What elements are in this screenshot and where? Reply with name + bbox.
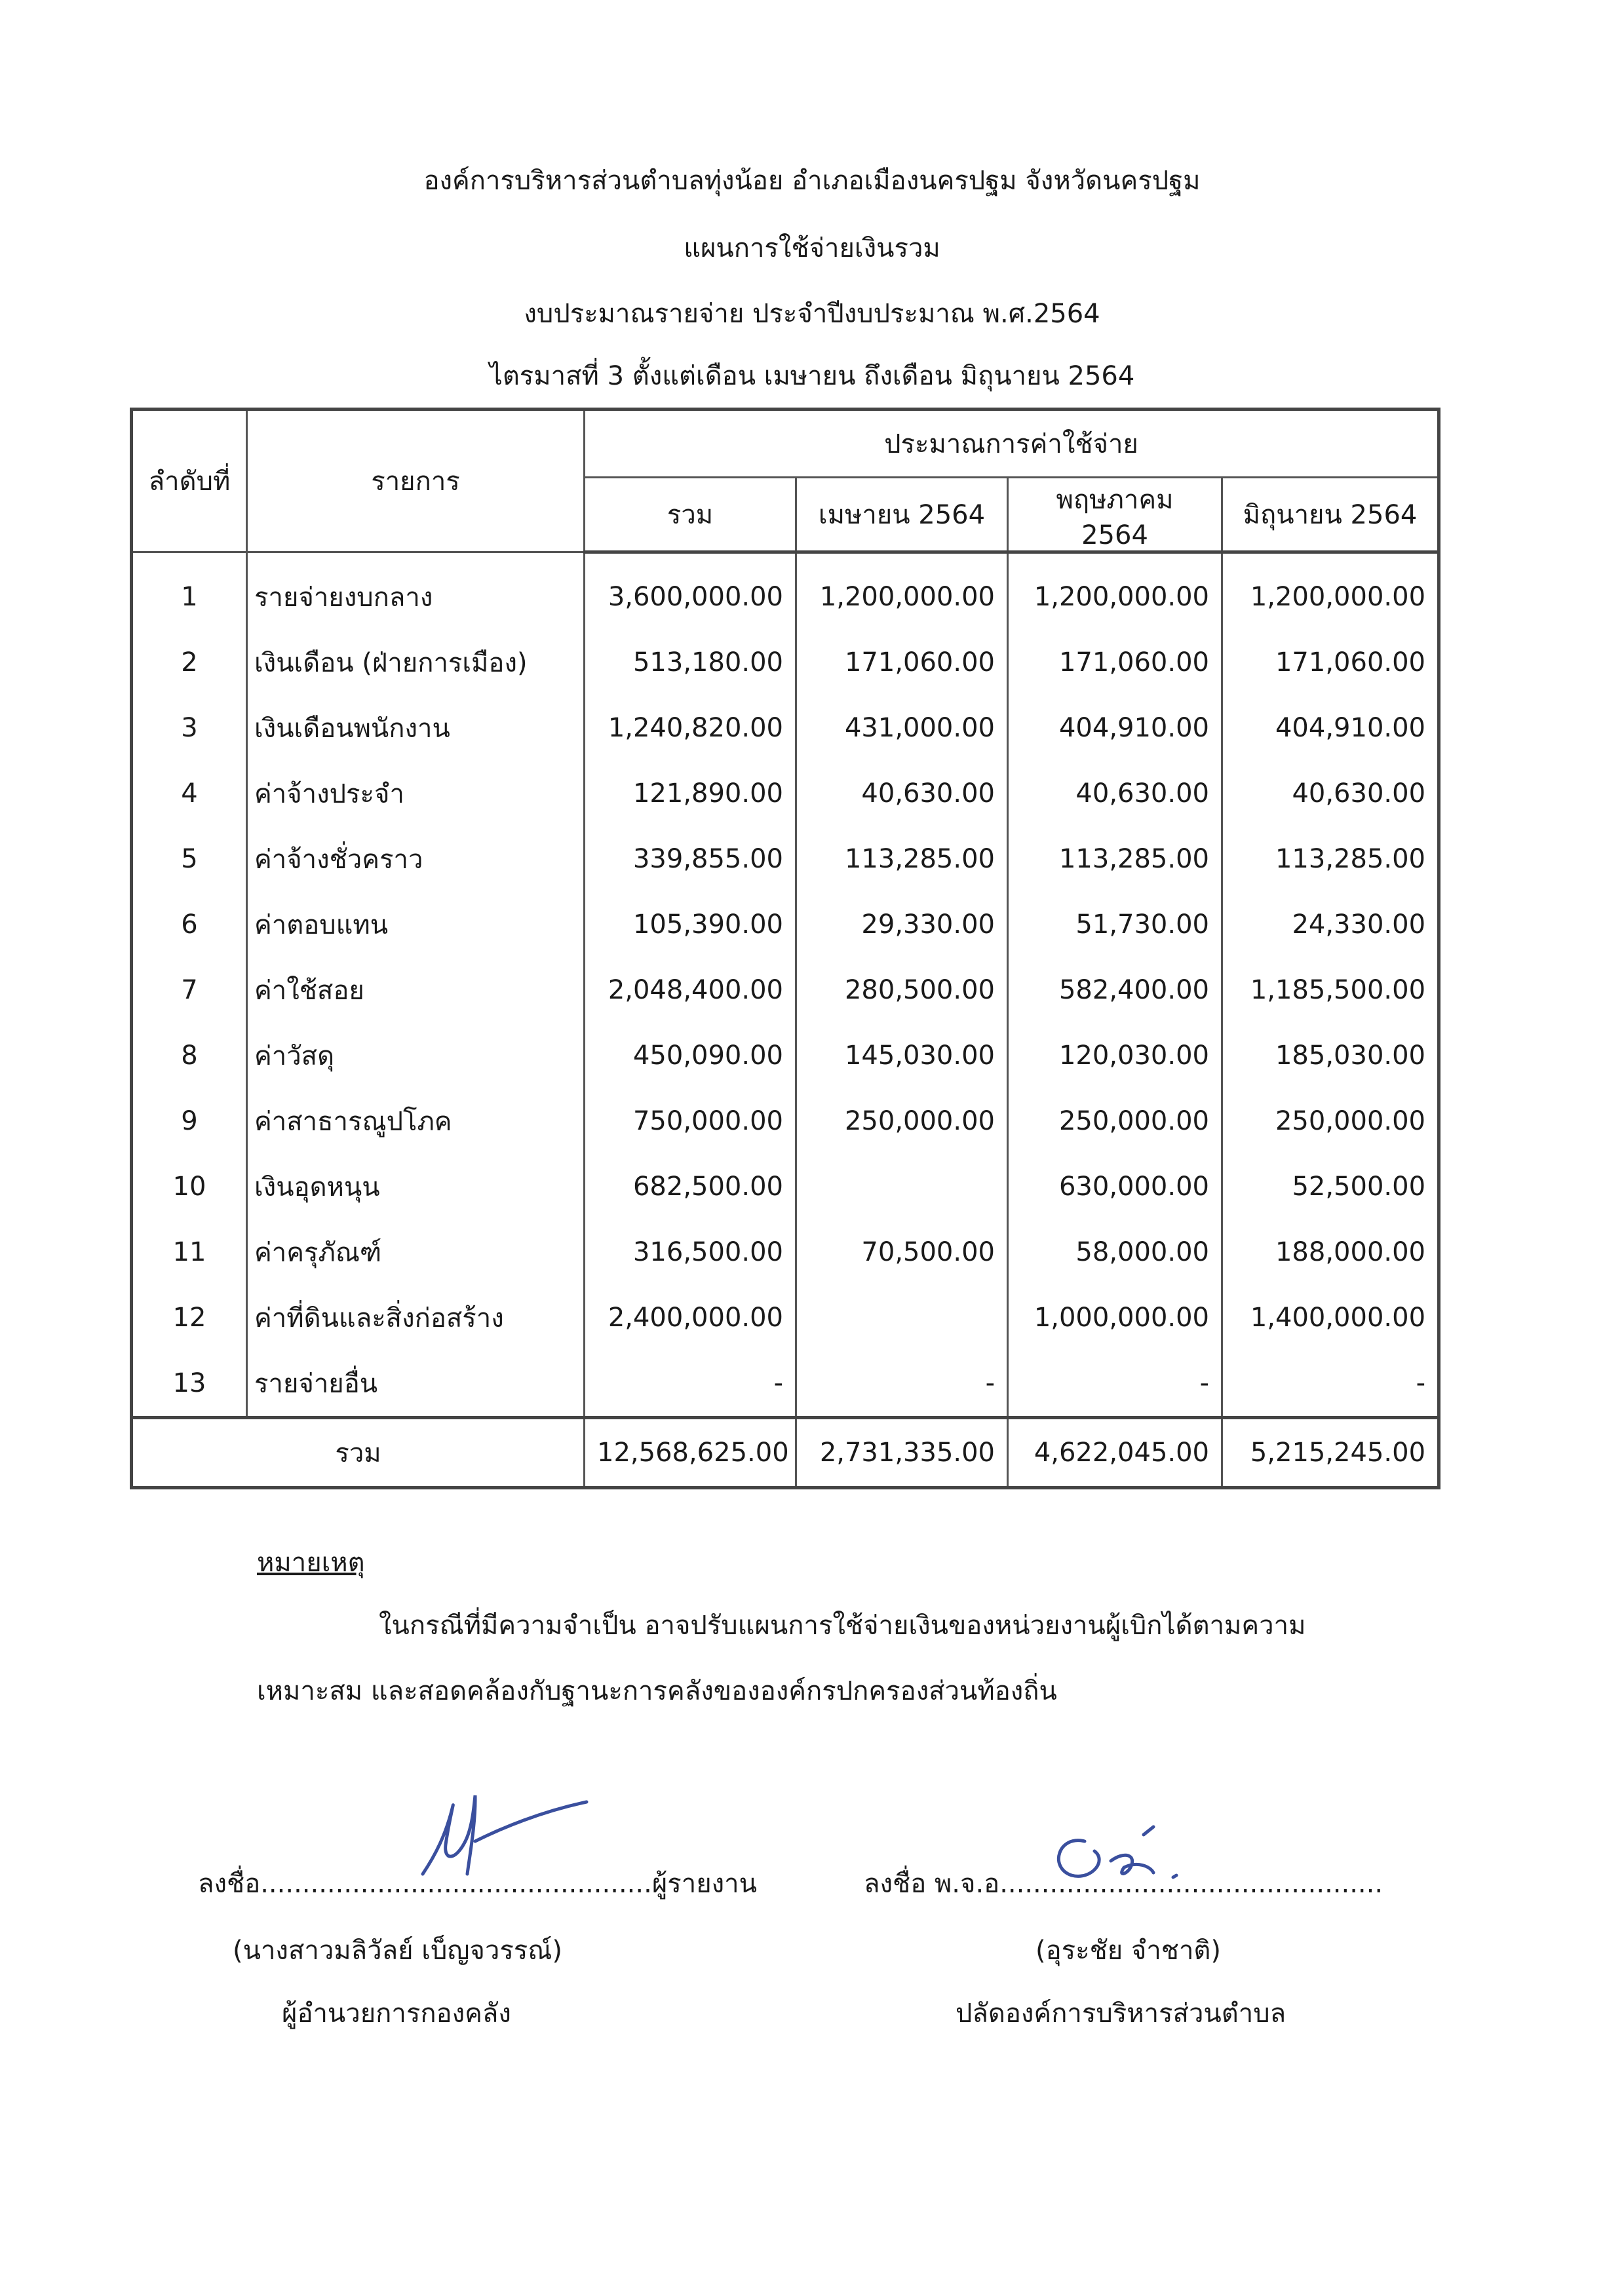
left-signer-name: (นางสาวมลิวัลย์ เบ็ญจวรรณ์) — [233, 1936, 563, 1966]
col-header-total: รวม — [585, 478, 796, 552]
table-row — [132, 630, 1439, 695]
row-may: 120,030.00 — [1008, 1023, 1222, 1088]
row-may: 58,000.00 — [1008, 1219, 1222, 1285]
row-item: ค่าครุภัณฑ์ — [247, 1219, 585, 1285]
row-may: 51,730.00 — [1008, 892, 1222, 957]
row-no: 6 — [132, 892, 247, 957]
table-row — [132, 957, 1439, 1023]
row-no: 11 — [132, 1219, 247, 1285]
row-may: 404,910.00 — [1008, 695, 1222, 761]
table-row — [132, 1154, 1439, 1219]
row-jun: 40,630.00 — [1222, 761, 1439, 826]
row-jun: 24,330.00 — [1222, 892, 1439, 957]
table-row — [132, 1023, 1439, 1088]
row-item: ค่าใช้สอย — [247, 957, 585, 1023]
row-item: ค่าตอบแทน — [247, 892, 585, 957]
row-item: เงินเดือน (ฝ่ายการเมือง) — [247, 630, 585, 695]
row-jun: 113,285.00 — [1222, 826, 1439, 892]
row-total: 3,600,000.00 — [585, 552, 796, 630]
row-apr: 145,030.00 — [796, 1023, 1008, 1088]
row-item: ค่าที่ดินและสิ่งก่อสร้าง — [247, 1285, 585, 1350]
left-signer-title: ผู้อำนวยการกองคลัง — [282, 1999, 511, 2029]
row-may: 630,000.00 — [1008, 1154, 1222, 1219]
row-may: 1,000,000.00 — [1008, 1285, 1222, 1350]
sum-total: 12,568,625.00 — [585, 1418, 796, 1488]
table-row — [132, 552, 1439, 630]
row-apr: 40,630.00 — [796, 761, 1008, 826]
row-may: 113,285.00 — [1008, 826, 1222, 892]
row-jun: 1,200,000.00 — [1222, 552, 1439, 630]
row-no: 4 — [132, 761, 247, 826]
header-title: แผนการใช้จ่ายเงินรวม — [684, 233, 940, 263]
row-may: 1,200,000.00 — [1008, 552, 1222, 630]
row-apr: 250,000.00 — [796, 1088, 1008, 1154]
row-total: 2,048,400.00 — [585, 957, 796, 1023]
note-heading: หมายเหตุ — [257, 1548, 365, 1578]
header-org: องค์การบริหารส่วนตำบลทุ่งน้อย อำเภอเมืองนครปฐม จังหวัดนครปฐม — [423, 166, 1201, 196]
row-may: 171,060.00 — [1008, 630, 1222, 695]
col-header-no: ลำดับที่ — [132, 410, 247, 552]
row-apr: - — [796, 1350, 1008, 1418]
row-may: 40,630.00 — [1008, 761, 1222, 826]
header-quarter: ไตรมาสที่ 3 ตั้งแต่เดือน เมษายน ถึงเดือน มิถุนายน 2564 — [489, 361, 1135, 391]
table-row — [132, 826, 1439, 892]
row-may: 582,400.00 — [1008, 957, 1222, 1023]
row-total: 2,400,000.00 — [585, 1285, 796, 1350]
row-jun: - — [1222, 1350, 1439, 1418]
row-total: 316,500.00 — [585, 1219, 796, 1285]
total-label: รวม — [132, 1418, 585, 1488]
table-row — [132, 892, 1439, 957]
row-no: 1 — [132, 552, 247, 630]
row-total: 682,500.00 — [585, 1154, 796, 1219]
row-jun: 404,910.00 — [1222, 695, 1439, 761]
row-no: 7 — [132, 957, 247, 1023]
right-signature-line: ลงชื่อ พ.จ.อ.............................................. — [864, 1869, 1383, 1899]
row-jun: 1,185,500.00 — [1222, 957, 1439, 1023]
row-total: 450,090.00 — [585, 1023, 796, 1088]
row-item: ค่าสาธารณูปโภค — [247, 1088, 585, 1154]
table-row — [132, 1285, 1439, 1350]
row-apr: 1,200,000.00 — [796, 552, 1008, 630]
table-row — [132, 1088, 1439, 1154]
sum-apr: 2,731,335.00 — [796, 1418, 1008, 1488]
row-total: - — [585, 1350, 796, 1418]
row-jun: 52,500.00 — [1222, 1154, 1439, 1219]
sum-jun: 5,215,245.00 — [1222, 1418, 1439, 1488]
row-no: 13 — [132, 1350, 247, 1418]
row-apr — [796, 1285, 1008, 1350]
spending-plan-table — [130, 408, 1440, 1489]
row-item: รายจ่ายอื่น — [247, 1350, 585, 1418]
row-apr: 280,500.00 — [796, 957, 1008, 1023]
row-apr: 431,000.00 — [796, 695, 1008, 761]
row-jun: 185,030.00 — [1222, 1023, 1439, 1088]
table-total-row — [132, 1418, 1439, 1488]
col-header-item: รายการ — [247, 410, 585, 552]
row-may: - — [1008, 1350, 1222, 1418]
row-total: 105,390.00 — [585, 892, 796, 957]
col-header-estimate: ประมาณการค่าใช้จ่าย — [585, 410, 1439, 478]
row-item: ค่าวัสดุ — [247, 1023, 585, 1088]
table-row — [132, 1219, 1439, 1285]
row-total: 750,000.00 — [585, 1088, 796, 1154]
row-item: เงินเดือนพนักงาน — [247, 695, 585, 761]
row-no: 3 — [132, 695, 247, 761]
row-no: 5 — [132, 826, 247, 892]
row-item: รายจ่ายงบกลาง — [247, 552, 585, 630]
row-total: 339,855.00 — [585, 826, 796, 892]
row-apr: 113,285.00 — [796, 826, 1008, 892]
col-header-may: พฤษภาคม 2564 — [1008, 478, 1222, 552]
row-jun: 1,400,000.00 — [1222, 1285, 1439, 1350]
row-item: ค่าจ้างประจำ — [247, 761, 585, 826]
row-jun: 250,000.00 — [1222, 1088, 1439, 1154]
row-no: 9 — [132, 1088, 247, 1154]
row-apr: 171,060.00 — [796, 630, 1008, 695]
row-jun: 188,000.00 — [1222, 1219, 1439, 1285]
col-header-jun: มิถุนายน 2564 — [1222, 478, 1439, 552]
row-may: 250,000.00 — [1008, 1088, 1222, 1154]
row-apr: 29,330.00 — [796, 892, 1008, 957]
row-total: 513,180.00 — [585, 630, 796, 695]
table-row — [132, 1350, 1439, 1418]
row-apr: 70,500.00 — [796, 1219, 1008, 1285]
table-row — [132, 761, 1439, 826]
row-jun: 171,060.00 — [1222, 630, 1439, 695]
row-no: 12 — [132, 1285, 247, 1350]
row-no: 10 — [132, 1154, 247, 1219]
row-no: 2 — [132, 630, 247, 695]
row-total: 121,890.00 — [585, 761, 796, 826]
row-item: เงินอุดหนุน — [247, 1154, 585, 1219]
row-apr — [796, 1154, 1008, 1219]
right-signer-name: (อุระชัย จำชาติ) — [1035, 1936, 1221, 1966]
row-item: ค่าจ้างชั่วคราว — [247, 826, 585, 892]
note-line-1: ในกรณีที่มีความจำเป็น อาจปรับแผนการใช้จ่ายเงินของหน่วยงานผู้เบิกได้ตามความ — [379, 1611, 1306, 1641]
table-row — [132, 695, 1439, 761]
left-signature-line: ลงชื่อ...............................................ผู้รายงาน — [198, 1869, 757, 1899]
col-header-apr: เมษายน 2564 — [796, 478, 1008, 552]
right-signer-title: ปลัดองค์การบริหารส่วนตำบล — [956, 1999, 1286, 2029]
note-line-2: เหมาะสม และสอดคล้องกับฐานะการคลังขององค์กรปกครองส่วนท้องถิ่น — [257, 1676, 1057, 1706]
header-budget: งบประมาณรายจ่าย ประจำปีงบประมาณ พ.ศ.2564 — [524, 299, 1100, 329]
sum-may: 4,622,045.00 — [1008, 1418, 1222, 1488]
row-total: 1,240,820.00 — [585, 695, 796, 761]
row-no: 8 — [132, 1023, 247, 1088]
